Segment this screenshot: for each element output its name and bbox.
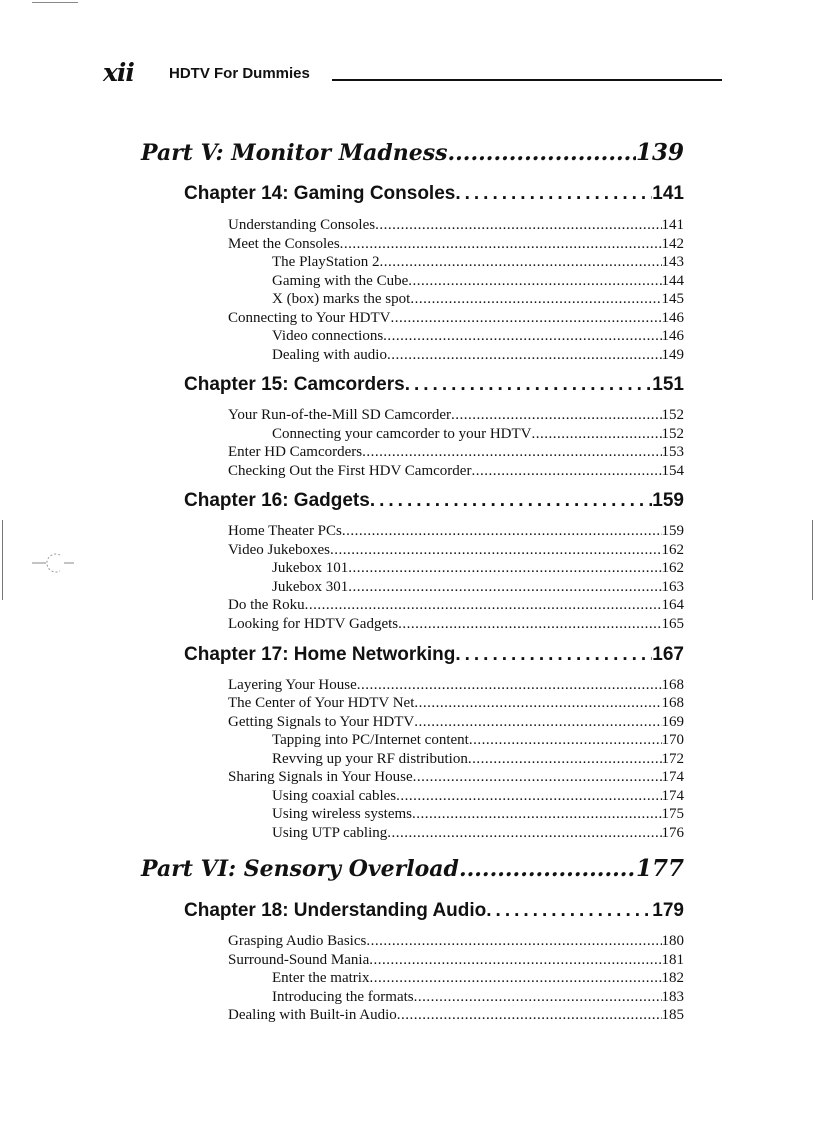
toc-subsection: Jukebox 101 ..... 162 — [272, 559, 684, 577]
toc-chapter: Chapter 14: Gaming Consoles ..... 141 — [184, 182, 684, 206]
toc-section: Home Theater PCs ..... 159 — [228, 522, 684, 540]
toc-subsection: Gaming with the Cube ..... 144 — [272, 272, 684, 290]
toc-section: Meet the Consoles ..... 142 — [228, 235, 684, 253]
toc-subsection: Enter the matrix ..... 182 — [272, 969, 684, 987]
toc-subsection: Connecting your camcorder to your HDTV ..... 152 — [272, 425, 684, 443]
toc-subsection: X (box) marks the spot ..... 145 — [272, 290, 684, 308]
toc-chapter: Chapter 17: Home Networking ..... 167 — [184, 643, 684, 667]
crop-line — [32, 2, 78, 3]
toc-chapter: Chapter 15: Camcorders ..... 151 — [184, 373, 684, 397]
toc-section: Grasping Audio Basics ..... 180 — [228, 932, 684, 950]
toc-section: Connecting to Your HDTV ..... 146 — [228, 309, 684, 327]
book-title: HDTV For Dummies — [169, 65, 310, 82]
toc-section: Video Jukeboxes ..... 162 — [228, 541, 684, 559]
page-folio: xii — [103, 58, 134, 87]
toc-subsection: Using coaxial cables ..... 174 — [272, 787, 684, 805]
toc-section: Enter HD Camcorders ..... 153 — [228, 443, 684, 461]
toc-subsection: Introducing the formats ..... 183 — [272, 988, 684, 1006]
toc-section: The Center of Your HDTV Net ..... 168 — [228, 694, 684, 712]
toc-section: Your Run-of-the-Mill SD Camcorder ..... 152 — [228, 406, 684, 424]
toc-subsection: Using wireless systems ..... 175 — [272, 805, 684, 823]
toc-part: Part V: Monitor Madness ..... 139 — [141, 139, 684, 167]
toc-subsection: Tapping into PC/Internet content ..... 170 — [272, 731, 684, 749]
header-rule — [332, 79, 722, 81]
toc-section: Looking for HDTV Gadgets ..... 165 — [228, 615, 684, 633]
toc-subsection: Using UTP cabling ..... 176 — [272, 824, 684, 842]
toc-section: Sharing Signals in Your House ..... 174 — [228, 768, 684, 786]
toc-section: Understanding Consoles ..... 141 — [228, 216, 684, 234]
toc-section: Checking Out the First HDV Camcorder ..... 154 — [228, 462, 684, 480]
toc-chapter: Chapter 16: Gadgets ..... 159 — [184, 489, 684, 513]
toc-subsection: The PlayStation 2 ..... 143 — [272, 253, 684, 271]
toc-section: Do the Roku ..... 164 — [228, 596, 684, 614]
toc-subsection: Jukebox 301 ..... 163 — [272, 578, 684, 596]
toc-subsection: Video connections ..... 146 — [272, 327, 684, 345]
toc-section: Dealing with Built-in Audio ..... 185 — [228, 1006, 684, 1024]
margin-mark-left — [2, 520, 3, 600]
toc-section: Surround-Sound Mania ..... 181 — [228, 951, 684, 969]
margin-mark-right — [812, 520, 813, 600]
toc-part: Part VI: Sensory Overload ..... 177 — [141, 855, 684, 883]
toc-chapter: Chapter 18: Understanding Audio ..... 179 — [184, 899, 684, 923]
registration-mark-icon — [28, 549, 78, 577]
toc-section: Layering Your House ..... 168 — [228, 676, 684, 694]
toc-subsection: Revving up your RF distribution ..... 172 — [272, 750, 684, 768]
toc-section: Getting Signals to Your HDTV ..... 169 — [228, 713, 684, 731]
toc-subsection: Dealing with audio ..... 149 — [272, 346, 684, 364]
running-head — [103, 60, 723, 86]
